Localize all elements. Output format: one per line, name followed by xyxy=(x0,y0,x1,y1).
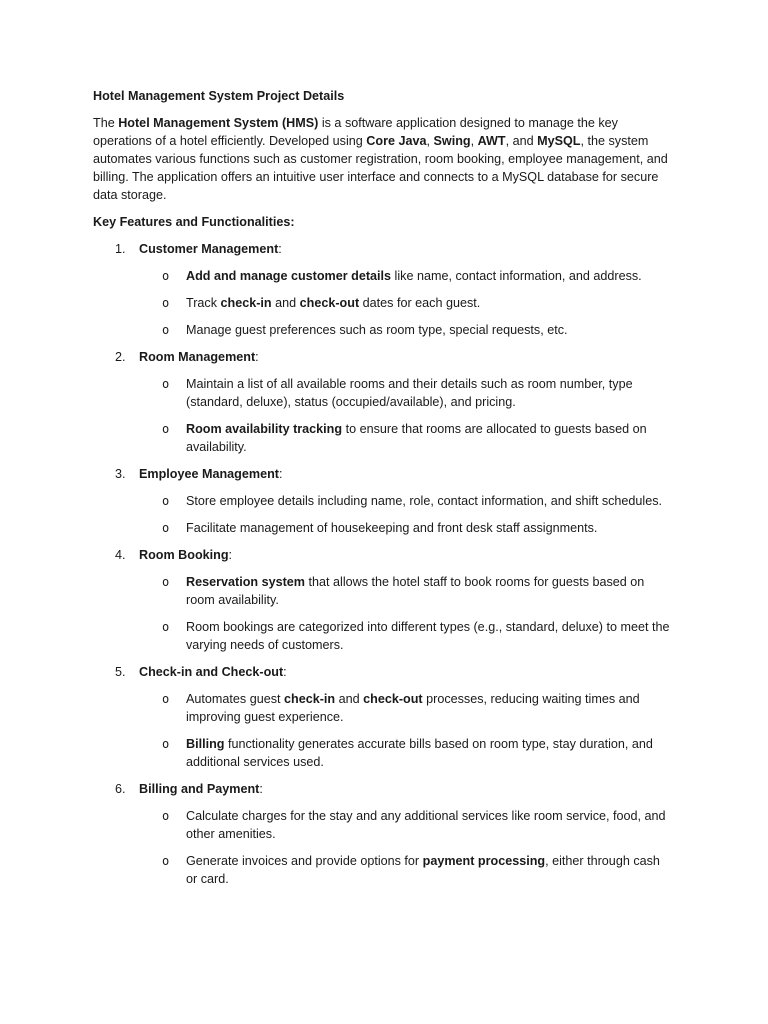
feature-section xyxy=(93,348,672,366)
bullet-item xyxy=(93,735,672,771)
bullet-marker: o xyxy=(162,377,170,391)
intro-paragraph: The Hotel Management System (HMS) is a software application designed to manage the key operations of a hotel efficiently. Developed using Core Java, Swing, AWT, and MySQL, the system automates various functions such as customer registration, room booking, employee management, and billing. The application offers an intuitive user interface and connects to a MySQL database for secure data storage. xyxy=(93,116,668,202)
bullet-marker: o xyxy=(162,422,170,436)
bullet-marker: o xyxy=(162,323,170,337)
feature-section xyxy=(93,663,672,681)
bullet-marker: o xyxy=(162,854,170,868)
section-number: 1. xyxy=(115,242,126,256)
bullet-item xyxy=(93,618,672,654)
bullet-marker: o xyxy=(162,269,170,283)
section-number: 5. xyxy=(115,665,126,679)
feature-sections xyxy=(93,240,672,888)
bullet-text: Automates guest check-in and check-out processes, reducing waiting times and improving guest experience. xyxy=(186,692,640,724)
bullet-marker: o xyxy=(162,737,170,751)
section-heading: Room Management: xyxy=(139,350,259,364)
feature-section xyxy=(93,465,672,483)
section-number: 6. xyxy=(115,782,126,796)
bullet-marker: o xyxy=(162,809,170,823)
bullet-list xyxy=(93,267,672,339)
bullet-item xyxy=(93,807,672,843)
bullet-list xyxy=(93,807,672,888)
bullet-item xyxy=(93,375,672,411)
bullet-text: Room availability tracking to ensure that rooms are allocated to guests based on availability. xyxy=(186,422,647,454)
bullet-item xyxy=(93,690,672,726)
section-heading: Employee Management: xyxy=(139,467,283,481)
feature-section xyxy=(93,780,672,798)
bullet-text: Maintain a list of all available rooms and their details such as room number, type (standard, deluxe), status (occupied/available), and pricing. xyxy=(186,377,633,409)
bullet-marker: o xyxy=(162,692,170,706)
bullet-text: Facilitate management of housekeeping and front desk staff assignments. xyxy=(186,521,598,535)
section-heading: Room Booking: xyxy=(139,548,233,562)
bullet-list xyxy=(93,492,672,537)
section-heading: Check-in and Check-out: xyxy=(139,665,287,679)
bullet-text: Manage guest preferences such as room type, special requests, etc. xyxy=(186,323,568,337)
bullet-marker: o xyxy=(162,521,170,535)
bullet-item xyxy=(93,492,672,510)
bullet-text: Billing functionality generates accurate bills based on room type, stay duration, and additional services used. xyxy=(186,737,653,769)
bullet-item xyxy=(93,519,672,537)
feature-section xyxy=(93,546,672,564)
bullet-text: Reservation system that allows the hotel staff to book rooms for guests based on room availability. xyxy=(186,575,645,607)
feature-section xyxy=(93,240,672,258)
section-number: 4. xyxy=(115,548,126,562)
key-features-heading: Key Features and Functionalities: xyxy=(93,215,295,229)
bullet-item xyxy=(93,321,672,339)
document-title: Hotel Management System Project Details xyxy=(93,89,345,103)
section-heading: Customer Management: xyxy=(139,242,282,256)
bullet-text: Calculate charges for the stay and any additional services like room service, food, and other amenities. xyxy=(186,809,666,841)
bullet-text: Store employee details including name, role, contact information, and shift schedules. xyxy=(186,494,663,508)
section-heading: Billing and Payment: xyxy=(139,782,263,796)
bullet-marker: o xyxy=(162,575,170,589)
bullet-list xyxy=(93,375,672,456)
section-number: 3. xyxy=(115,467,126,481)
bullet-text: Add and manage customer details like name, contact information, and address. xyxy=(186,269,642,283)
bullet-text: Room bookings are categorized into different types (e.g., standard, deluxe) to meet the varying needs of customers. xyxy=(186,620,670,652)
bullet-text: Generate invoices and provide options for payment processing, either through cash or card. xyxy=(186,854,660,886)
bullet-list xyxy=(93,573,672,654)
bullet-marker: o xyxy=(162,296,170,310)
bullet-item xyxy=(93,573,672,609)
bullet-text: Track check-in and check-out dates for each guest. xyxy=(186,296,481,310)
bullet-list xyxy=(93,690,672,771)
bullet-item xyxy=(93,420,672,456)
bullet-marker: o xyxy=(162,494,170,508)
bullet-item xyxy=(93,852,672,888)
bullet-item xyxy=(93,294,672,312)
bullet-marker: o xyxy=(162,620,170,634)
bullet-item xyxy=(93,267,672,285)
section-number: 2. xyxy=(115,350,126,364)
